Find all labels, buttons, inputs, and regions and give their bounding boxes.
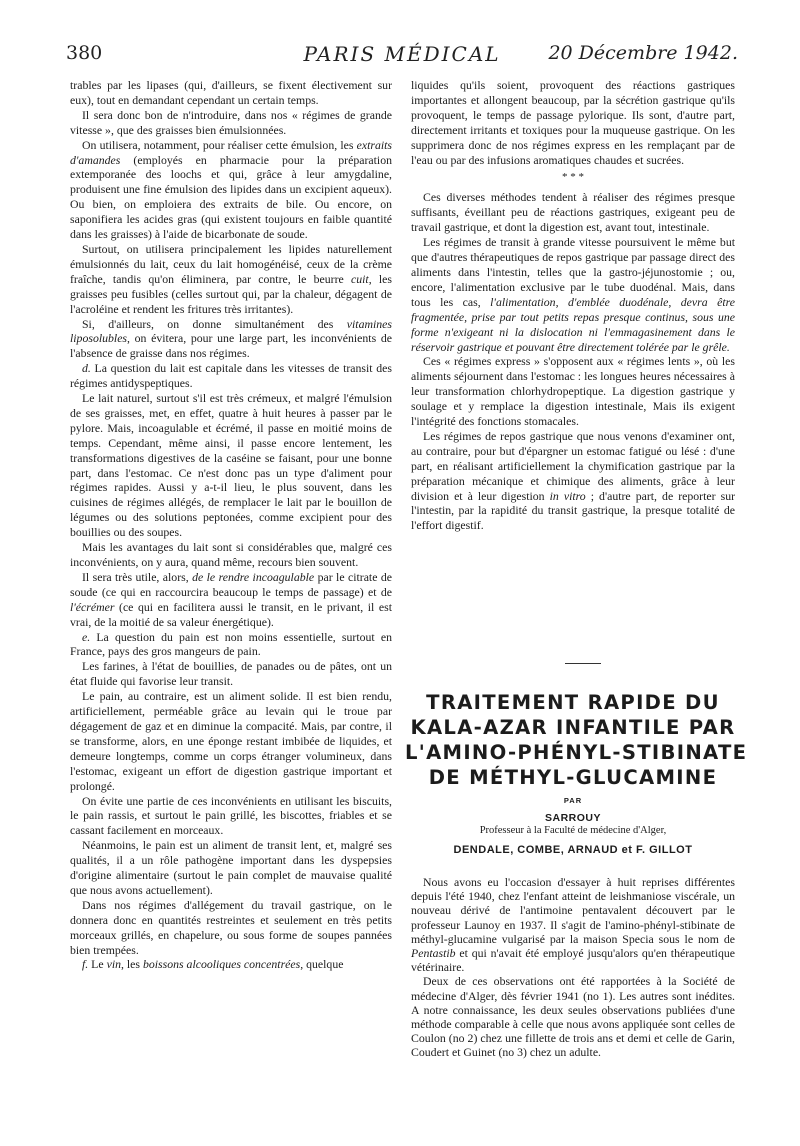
section-separator-asterisks: * * * [562,171,584,184]
section-paragraph: f. Le vin, les boissons alcooliques concentrées, quelque [82,957,344,972]
section-paragraph: e. La question du pain est non moins essentielle, surtout en France, pays des gros mangeurs de pain. [70,629,392,659]
paragraph: Néanmoins, le pain est un aliment de transit lent, et, malgré ses qualités, il a un rôle pathogène important dans les dyspepsies d'origine alimentaire (surtout le pain complet de mauvaise qualité que nous avons actuellement). [70,838,392,897]
byline [405,796,741,856]
paragraph: Ces diverses méthodes tendent à réaliser des régimes presque suffisants, éveillant peu de réactions gastriques, exigeant peu de travail gastrique, et dont la digestion est, avant tout, intestinale. [411,190,735,235]
title-line: TRAITEMENT RAPIDE DU [426,691,720,714]
paragraph: Dans nos régimes d'allégement du travail gastrique, on le donnera donc en quantités restreintes et seulement en très petits morceaux grillés, en chapelure, ou sous forme de soupes pannées bien trempées. [70,897,392,957]
article-body [411,875,735,1060]
paragraph: Nous avons eu l'occasion d'essayer à huit reprises différentes depuis l'été 1940, chez l'enfant atteint de leishmaniose viscérale, un nouveau dérivé de l'antimoine pentavalent découvert par le professeur Launoy en 1937. Il s'agit de l'amino-phényl-stibinate de méthyl-glucamine vulgarisé par la maison Specia sous le nom de Pentastib et qui n'avait été employé jusqu'alors qu'en thérapeutique vétérinaire. [411,875,735,975]
paragraph: On utilisera, notamment, pour réaliser cette émulsion, les extraits d'amandes (employés en pharmacie pour la préparation extemporanée des loochs et qui, grâce à leur amygdaline, produisent une fine émulsion des lipides dans un excipient aqueux). Ou bien, on emploiera des extraits de bile. Ou encore, on saponifiera les acides gras (qui existent toujours en faible quantité dans les graisses) à l'aide de bicarbonate de soude. [70,137,392,242]
paragraph: Surtout, on utilisera principalement les lipides naturellement émulsionnés du lait, ceux du lait homogénéisé, ceux de la crème fraîche, tandis qu'on éliminera, par contre, le beurre cuit, les graisses peu fusibles (celles surtout qui, par la chaleur, dégagent de l'acroléine et rendent les fritures très irritantes). [70,241,392,316]
section-paragraph: d. La question du lait est capitale dans les vitesses de transit des régimes antidyspeptiques. [70,361,392,391]
paragraph: Les régimes de repos gastrique que nous venons d'examiner ont, au contraire, pour but d'épargner un estomac fatigué ou lésé : d'une part, en réalisant artificiellement la chymification gastrique par la préparation mécanique et chimique des aliments, grâce à leur division et à leur digestion in vitro ; d'autre part, de reporter sur l'intestin, par la rapidité du transit gastrique, la presque totalité de l'effort digestif. [411,428,736,533]
paragraph: Il sera très utile, alors, de le rendre incoagulable par le citrate de soude (ce qui en raccourcira beaucoup le temps de passage) et de l'écrémer (ce qui en facilitera aussi le transit, en le privant, il est vrai, de la moitié de sa valeur énergétique). [70,569,392,629]
paragraph: Il sera donc bon de n'introduire, dans nos « régimes de grande vitesse », que des graisses bien émulsionnées. [70,107,392,137]
title-line: L'AMINO-PHÉNYL-STIBINATE [405,741,748,764]
right-column [411,78,735,533]
article-title [405,690,748,790]
paragraph: trables par les lipases (qui, d'ailleurs, se fixent électivement sur eux), tout en demandant cependant un certain temps. [70,78,392,107]
paragraph: liquides qu'ils soient, provoquent des réactions gastriques importantes et allongent beaucoup, par la sécrétion gastrique qu'ils provoquent, le temps de passage pylorique. Ils sont, d'autre part, directement irritants et toxiques pour la muqueuse gastrique. On les supprimera donc de nos régimes express en les remplaçant par de l'eau ou par des infusions aromatiques chaudes et sucrées. [411,78,735,167]
byline-par: PAR [563,796,583,805]
paragraph: Deux de ces observations ont été rapportées à la Société de médecine d'Alger, dès février 1941 (no 1). Les autres sont inédites. A notre connaissance, les deux seules observations publiées d'une méthode comparable à celle que nous avons appliquée sont celles de Coulon (no 2) chez une fillette de trois ans et demi et celle de Garin, Coudert et Guinet (no 3) chez un adulte. [411,974,735,1060]
paragraph: Le pain, au contraire, est un aliment solide. Il est bien rendu, artificiellement, perméable grâce au levain qui le troue par dégagement de gaz et en diminue la compacité. Mais, par contre, il se transforme, alors, en une éponge restant imbibée de liquides, et demeure longtemps, comme un corps étranger volumineux, dans l'estomac, exigeant un effort de digestion gastrique important et prolongé. [70,689,392,793]
paragraph: Le lait naturel, surtout s'il est très crémeux, et malgré l'émulsion de ses graisses, met, en effet, quatre à huit heures à passer par le pylore. Mais, incoagulable et écrémé, il passe en moitié moins de temps. Cependant, même ainsi, il passe encore lentement, les transformations digestives de la caséine se faisant, pour une bonne part, dans l'estomac. Ce n'est donc pas un type d'aliment pour régimes rapides. Aussi y a-t-il lieu, le plus souvent, dans les cuisines de régimes allégés, de remplacer le lait par le bouillon de légumes ou des solutions peptonées, comme excipient pour des bouillies ou des soupes. [70,391,392,540]
left-column [70,78,392,972]
author-affiliation: Professeur à la Faculté de médecine d'Alger, [479,825,667,836]
title-line: DE MÉTHYL-GLUCAMINE [428,766,718,789]
journal-title: PARIS MÉDICAL [303,42,501,66]
title-line: KALA-AZAR INFANTILE PAR [410,716,736,739]
article-divider [565,663,601,664]
paragraph: Les farines, à l'état de bouillies, de panades ou de pâtes, ont un état fluide qui favorise leur transit. [70,659,392,689]
paragraph: Mais les avantages du lait sont si considérables que, malgré ces inconvénients, on y aura, quand même, recours bien souvent. [70,540,392,569]
author-name: SARROUY [544,812,601,824]
paragraph: On évite une partie de ces inconvénients en utilisant les biscuits, le pain rassis, et surtout le pain grillé, les biscottes, friables et se cassant facilement en morceaux. [70,793,392,838]
running-header [66,42,738,72]
paragraph: Ces « régimes express » s'opposent aux « régimes lents », où les aliments séjournent dans l'estomac : les longues heures nécessaires à leur transformation chlorhydropeptique. La digestion gastrique y soulage et y remplace la digestion intestinale, Mais ils exigent l'intégrité des fonctions stomacales. [411,354,735,429]
co-authors: DENDALE, COMBE, ARNAUD et F. GILLOT [453,844,693,856]
page-number: 380 [66,42,103,64]
paragraph: Les régimes de transit à grande vitesse poursuivent le même but que d'autres thérapeutiques de repos gastrique par passage direct des aliments dans l'intestin, telles que la gastro-jéjunostomie ; ou, encore, l'alimentation exclusive par le tube duodénal. Mais, dans tous les cas, l'alimentation, d'emblée duodénale, devra être fragmentée, prise par tout petits repas presque continus, sous une forme n'exigeant ni la dislocation ni l'emmagasinement dans le réservoir gastrique et pouvant être directement tolérée par le grêle. [411,235,735,354]
paragraph: Si, d'ailleurs, on donne simultanément des vitamines liposolubles, on évitera, pour une large part, les inconvénients de l'absence de graisse dans nos régimes. [70,316,392,361]
issue-date: 20 Décembre 1942. [548,42,738,64]
